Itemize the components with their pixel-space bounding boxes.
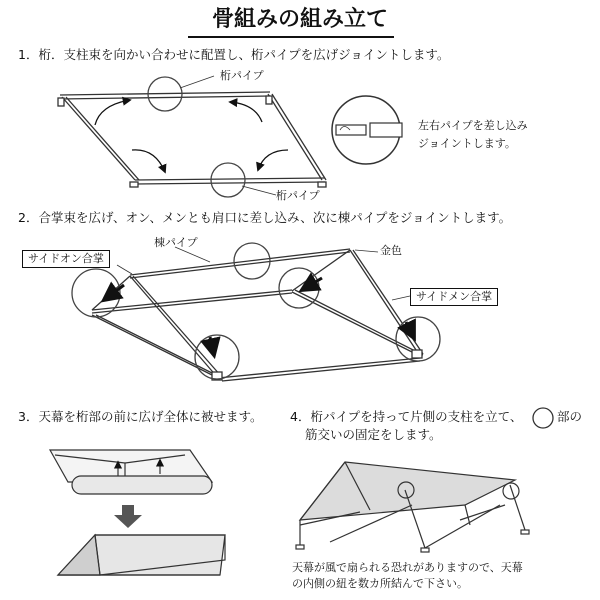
step4-note-line2: の内側の紐を数カ所結んで下さい。 bbox=[292, 576, 468, 590]
step1-joint-detail bbox=[332, 96, 402, 164]
step1-frame-diagram bbox=[58, 76, 326, 197]
step2-label-gold: 金色 bbox=[380, 244, 402, 257]
step4-instruction-line1: 4．桁パイプを持って片側の支柱を立て、 bbox=[290, 409, 523, 424]
step1-note-line1: 左右パイプを差し込み bbox=[418, 119, 528, 132]
step2-instruction: 2．合掌束を広げ、オン、メンとも肩口に差し込み、次に棟パイプをジョイントします。 bbox=[18, 210, 512, 225]
step2-arrows bbox=[104, 278, 414, 355]
step1-label-beam-pipe-top: 桁パイプ bbox=[220, 69, 264, 82]
step2-label-ridge-pipe: 棟パイプ bbox=[154, 236, 198, 249]
step4-instruction-line2: 筋交いの固定をします。 bbox=[305, 427, 442, 442]
step1-curved-arrows bbox=[95, 100, 288, 172]
step4-note-line1: 天幕が風で扇られる恐れがありますので、天幕 bbox=[292, 561, 523, 574]
step4-reference-circle bbox=[533, 408, 553, 428]
step1-instruction: 1．桁．支柱束を向かい合わせに配置し、桁パイプを広げジョイントします。 bbox=[18, 47, 450, 62]
step2-label-side-men-rafter: サイドメン合掌 bbox=[410, 288, 498, 306]
page-title: 骨組みの組み立て bbox=[211, 7, 388, 32]
step1-note-line2: ジョイントします。 bbox=[418, 137, 516, 150]
step4-instruction-suffix: 部の bbox=[557, 409, 583, 424]
step3-tent-diagram bbox=[50, 450, 225, 575]
step4-structure-diagram bbox=[296, 462, 529, 552]
step2-frame-diagram bbox=[72, 243, 440, 381]
step1-label-beam-pipe-bottom: 桁パイプ bbox=[276, 189, 320, 202]
step2-label-side-on-rafter: サイドオン合掌 bbox=[22, 250, 110, 268]
step3-instruction: 3．天幕を桁部の前に広げ全体に被せます。 bbox=[18, 409, 263, 424]
